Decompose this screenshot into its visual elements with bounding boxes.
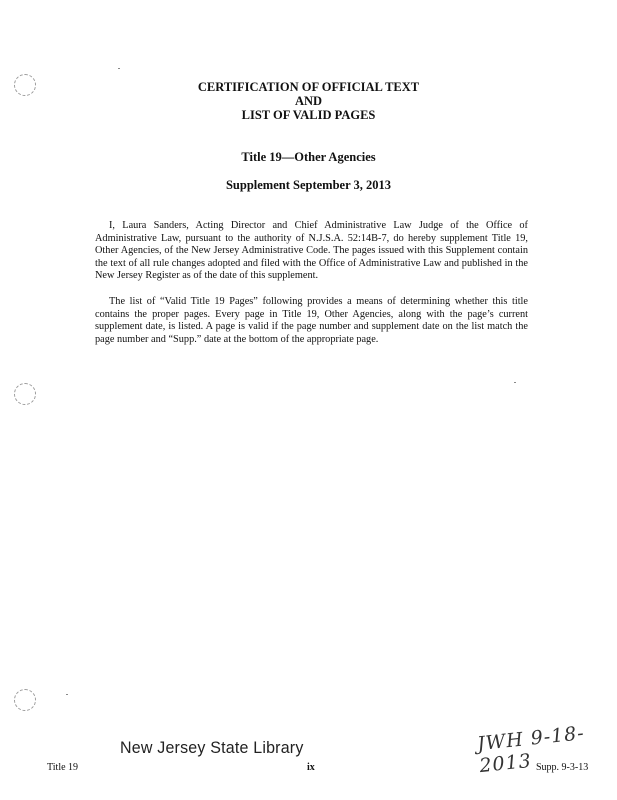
- punch-hole-middle: [14, 383, 36, 405]
- footer-supplement-date: Supp. 9-3-13: [536, 762, 589, 773]
- heading-line-3: LIST OF VALID PAGES: [241, 108, 376, 122]
- footer-page-number: ix: [307, 762, 315, 773]
- certification-paragraph: I, Laura Sanders, Acting Director and Chief Administrative Law Judge of the Office of Administrative Law, pursuant to the authority of N.J.S.A. 52:14B-7, do hereby supplement Title 19, Other Agencies, of the New Jersey Administrative Code. The pages issued with this Supplement contain the text of all rule changes adopted and filed with the Office of Administrative Law and published in the New Jersey Register as of the date of this supplement.: [95, 220, 528, 282]
- scan-speck: [118, 68, 120, 69]
- valid-pages-paragraph: The list of “Valid Title 19 Pages” following provides a means of determining whether this title contains the proper pages. Every page in Title 19, Other Agencies, along with the page’s current supplement date, is listed. A page is valid if the page number and supplement date on the list match the page number and “Supp.” date at the bottom of the appropriate page.: [95, 296, 528, 345]
- supplement-heading: Supplement September 3, 2013: [225, 178, 392, 192]
- punch-hole-bottom: [14, 689, 36, 711]
- library-stamp: New Jersey State Library: [120, 739, 304, 758]
- scan-speck: [514, 382, 516, 383]
- heading-line-2: AND: [294, 94, 323, 108]
- heading-line-1: CERTIFICATION OF OFFICIAL TEXT: [197, 80, 420, 94]
- handwritten-initials-date: JWH 9-18-2013: [476, 722, 586, 778]
- title-heading: Title 19—Other Agencies: [241, 150, 376, 164]
- scan-speck: [66, 694, 68, 695]
- footer-title: Title 19: [47, 762, 79, 773]
